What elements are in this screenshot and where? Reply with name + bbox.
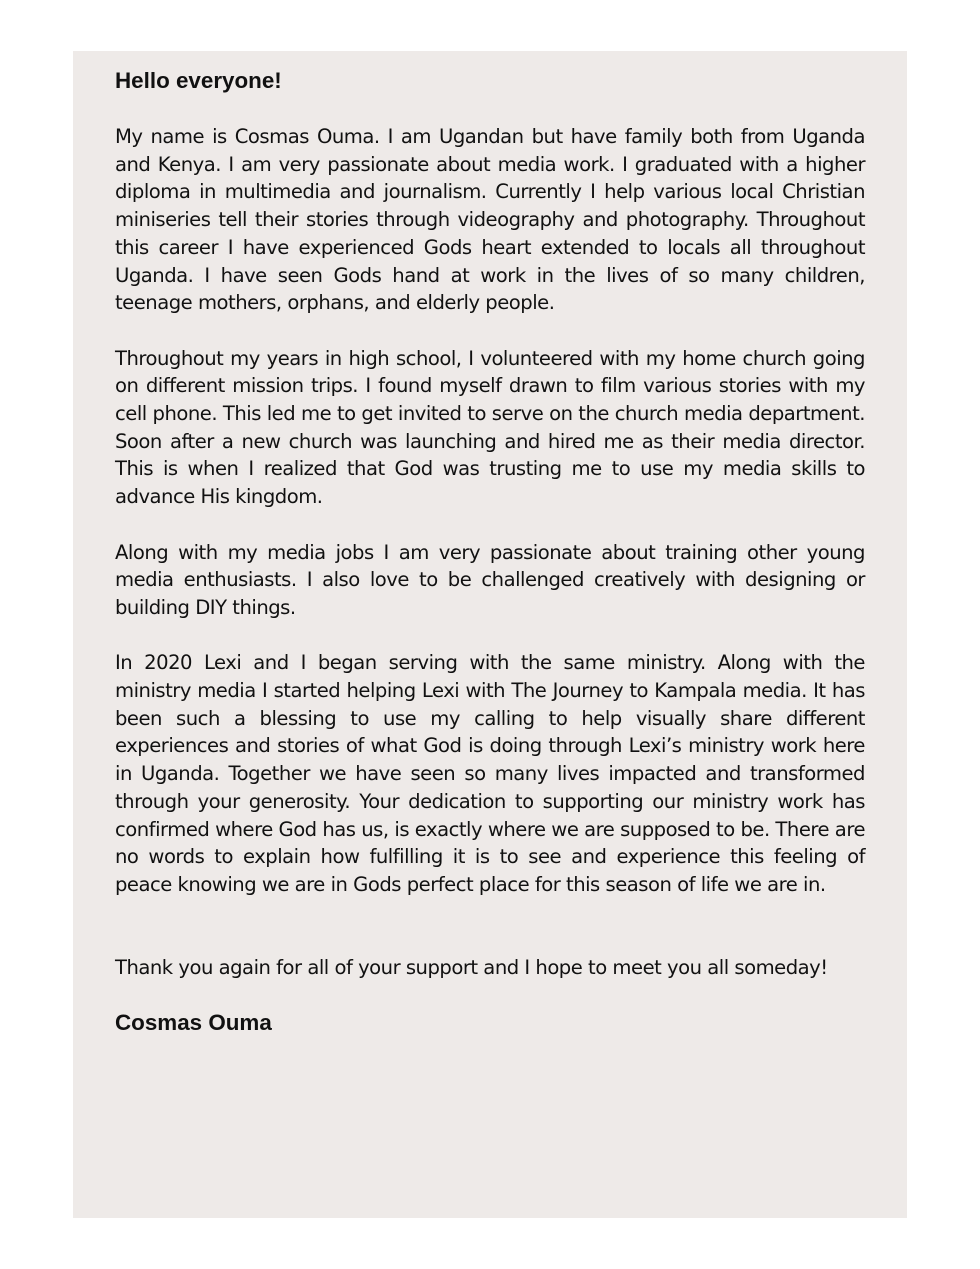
letter-signature: Cosmas Ouma xyxy=(115,1010,272,1036)
letter-paragraph-intro: My name is Cosmas Ouma. I am Ugandan but have family both from Uganda and Kenya. I am very passionate about media work. I graduated with a higher diploma in multimedia and journalism. Currently I help various local Christian miniseries tell their stories through videography and photography. Throughout this career I have experienced Gods heart extended to locals all throughout Uganda. I have seen Gods hand at work in the lives of so many children, teenage mothers, orphans, and elderly people. xyxy=(115,125,865,315)
letter-card xyxy=(73,51,907,1218)
letter-greeting: Hello everyone! xyxy=(115,68,282,93)
letter-paragraph-high-school: Throughout my years in high school, I volunteered with my home church going on different mission trips. I found myself drawn to film various stories with my cell phone. This led me to get invited to serve on the church media department. Soon after a new church was launching and hired me as their media director. This is when I realized that God was trusting me to use my media skills to advance His kingdom. xyxy=(115,346,865,509)
letter-paragraph-thanks: Thank you again for all of your support and I hope to meet you all someday! xyxy=(115,956,828,980)
letter-paragraph-training: Along with my media jobs I am very passionate about training other young media enthusiasts. I also love to be challenged creatively with designing or building DIY things. xyxy=(115,540,865,619)
letter-paragraph-ministry: In 2020 Lexi and I began serving with the same ministry. Along with the ministry media I started helping Lexi with The Journey to Kampala media. It has been such a blessing to use my calling to help visually share different experiences and stories of what God is doing through Lexi’s ministry work here in Uganda. Together we have seen so many lives impacted and transformed through your generosity. Your dedication to supporting our ministry work has confirmed where God has us, is exactly where we are supposed to be. There are no words to explain how fulfilling it is to see and experience this feeling of peace knowing we are in Gods perfect place for this season of life we are in. xyxy=(115,651,865,896)
letter-body xyxy=(115,67,865,1037)
